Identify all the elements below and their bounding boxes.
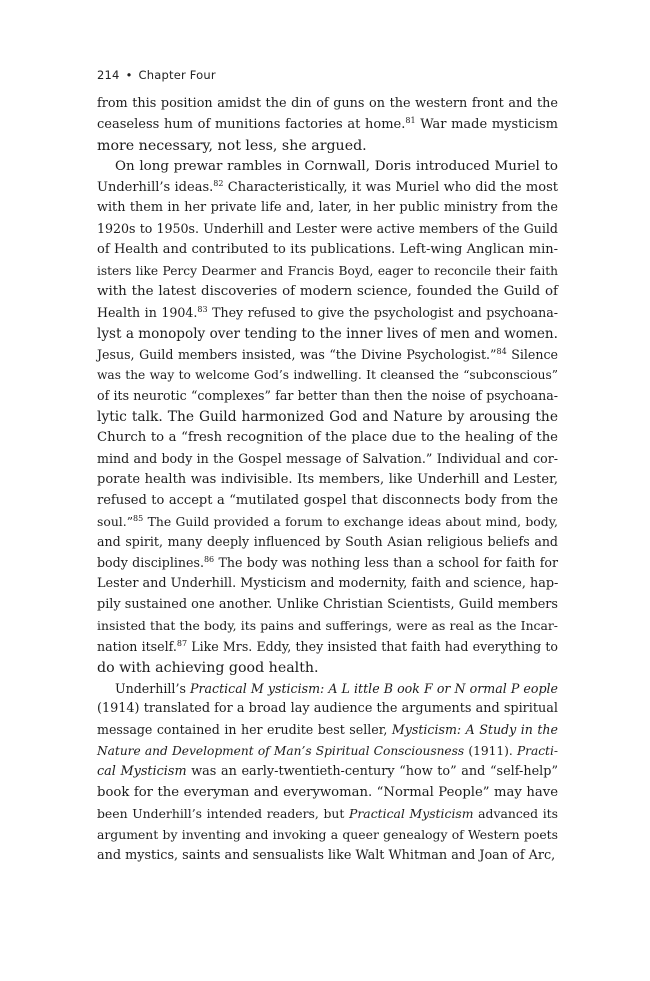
text-line — [97, 449, 558, 470]
text-line — [97, 637, 558, 658]
italic-title: Practical Mysticism — [349, 805, 474, 821]
text-run: been Underhill’s intended readers, but — [97, 805, 350, 821]
text-run: more necessary, not less, she argued. — [97, 137, 367, 154]
text-line — [97, 699, 558, 720]
text-run: advanced its — [473, 805, 558, 821]
text-line — [97, 532, 558, 553]
text-run: War made mysticism — [415, 116, 558, 132]
text-run: 1920s to 1950s. Underhill and Lester were active members of the Guild — [97, 221, 558, 237]
text-run: lytic talk. The Guild harmonized God and Nature by arousing the — [97, 409, 558, 426]
text-line — [97, 804, 558, 825]
text-run: was the way to welcome God’s indwelling. It cleansed the “subconscious” — [97, 368, 558, 383]
footnote-marker: 84 — [496, 346, 507, 356]
text-run: soul.” — [97, 513, 134, 529]
text-line — [97, 386, 558, 407]
text-line — [97, 846, 558, 867]
text-line — [97, 345, 558, 366]
text-run: Silence — [506, 346, 558, 362]
text-run: with them in her private life and, later, in her public ministry from the — [97, 200, 558, 216]
text-line — [97, 219, 558, 240]
text-line — [97, 407, 558, 428]
text-run: and mystics, saints and sensualists like Walt Whitman and Joan of Arc, — [97, 847, 556, 863]
text-run: isters like Percy Dearmer and Francis Boyd, eager to reconcile their faith — [97, 264, 558, 278]
text-line — [97, 470, 558, 491]
running-head-separator: • — [125, 68, 133, 82]
italic-title: Nature and Development of Man’s Spiritual Consciousness — [97, 744, 465, 759]
text-run: (1914) translated for a broad lay audience the arguments and spiritual — [97, 701, 558, 717]
footnote-marker: 87 — [176, 638, 188, 648]
italic-title: Practi- — [516, 744, 558, 759]
text-line — [97, 825, 558, 846]
text-run: nation itself. — [97, 638, 177, 654]
text-run: Characteristically, it was Muriel who did the most — [223, 179, 558, 195]
text-run: (1911). — [464, 744, 517, 759]
text-run: do with achieving good health. — [97, 659, 319, 676]
text-line — [97, 428, 558, 449]
text-run: mind and body in the Gospel message of Salvation.” Individual and cor- — [97, 450, 558, 466]
text-line — [97, 553, 558, 574]
text-run: On long prewar rambles in Cornwall, Doris introduced Muriel to — [115, 158, 558, 174]
text-run: The body was nothing less than a school for faith for — [214, 555, 558, 571]
text-line — [97, 365, 558, 386]
chapter-title: Chapter Four — [138, 68, 216, 82]
text-run: insisted that the body, its pains and sufferings, were as real as the Incar- — [97, 617, 558, 633]
text-run: was an early-twentieth-century “how to” and “self-help” — [186, 764, 558, 779]
italic-title: cal Mysticism — [97, 764, 187, 779]
italic-title: Mysticism: A Study in the — [391, 722, 558, 738]
text-line — [97, 762, 558, 783]
text-run: Lester and Underhill. Mysticism and modernity, faith and science, hap- — [97, 576, 559, 592]
text-run: Like Mrs. Eddy, they insisted that faith had everything to — [187, 638, 558, 654]
text-run: of Health and contributed to its publications. Left-wing Anglican min- — [97, 242, 558, 258]
text-run: argument by inventing and invoking a queer genealogy of Western poets — [97, 826, 558, 842]
text-run: They refused to give the psychologist and psychoana- — [207, 304, 558, 320]
text-run: Church to a “fresh recognition of the place due to the healing of the — [97, 430, 558, 445]
text-line — [97, 679, 558, 700]
text-run: pily sustained one another. Unlike Christian Scientists, Guild members — [97, 597, 558, 612]
footnote-marker: 85 — [133, 513, 144, 523]
text-run: refused to accept a “mutilated gospel that disconnects body from the — [97, 492, 558, 508]
footnote-marker: 82 — [213, 178, 224, 188]
page-number: 214 — [97, 68, 120, 82]
text-line — [97, 94, 558, 115]
text-run: and spirit, many deeply influenced by South Asian religious beliefs and — [97, 534, 558, 550]
text-line — [97, 512, 558, 533]
text-run: lyst a monopoly over tending to the inner lives of men and women. — [97, 325, 558, 342]
text-line — [97, 261, 558, 282]
text-run: of its neurotic “complexes” far better than then the noise of psychoana- — [97, 388, 558, 404]
text-line — [97, 178, 558, 199]
text-line — [97, 240, 558, 261]
text-run: book for the everyman and everywoman. “Normal People” may have — [97, 784, 558, 800]
text-line — [97, 282, 558, 303]
text-line — [97, 783, 558, 804]
text-run: Health in 1904. — [97, 304, 198, 320]
text-line — [97, 198, 558, 219]
text-line — [97, 616, 558, 637]
text-run: with the latest discoveries of modern science, founded the Guild of — [97, 283, 558, 299]
text-run: Jesus, Guild members insisted, was “the Divine Psychologist.” — [97, 346, 497, 362]
text-line — [97, 303, 558, 324]
text-line — [97, 491, 558, 512]
text-run: body disciplines. — [97, 555, 204, 571]
text-line — [97, 595, 558, 616]
footnote-marker: 86 — [203, 555, 215, 565]
text-line — [97, 324, 558, 345]
text-line — [97, 157, 558, 178]
text-line — [97, 741, 558, 762]
text-line — [97, 574, 558, 595]
text-line — [97, 115, 558, 136]
footnote-marker: 81 — [405, 115, 416, 125]
text-run: from this position amidst the din of guns on the western front and the — [97, 96, 558, 111]
running-head — [97, 68, 216, 82]
text-run: The Guild provided a forum to exchange ideas about mind, body, — [143, 513, 558, 529]
text-line — [97, 658, 558, 679]
footnote-marker: 83 — [197, 304, 208, 314]
text-run: porate health was indivisible. Its members, like Underhill and Lester, — [97, 471, 558, 487]
text-line — [97, 136, 558, 157]
text-run: ceaseless hum of munitions factories at home. — [97, 116, 406, 132]
text-run: Underhill’s ideas. — [97, 179, 214, 195]
text-line — [97, 720, 558, 741]
text-run: message contained in her erudite best seller, — [97, 722, 392, 738]
text-run: Underhill’s — [115, 680, 191, 696]
body-text — [97, 94, 558, 866]
italic-title: Practical M ysticism: A L ittle B ook F or N ormal P eople — [190, 680, 558, 696]
